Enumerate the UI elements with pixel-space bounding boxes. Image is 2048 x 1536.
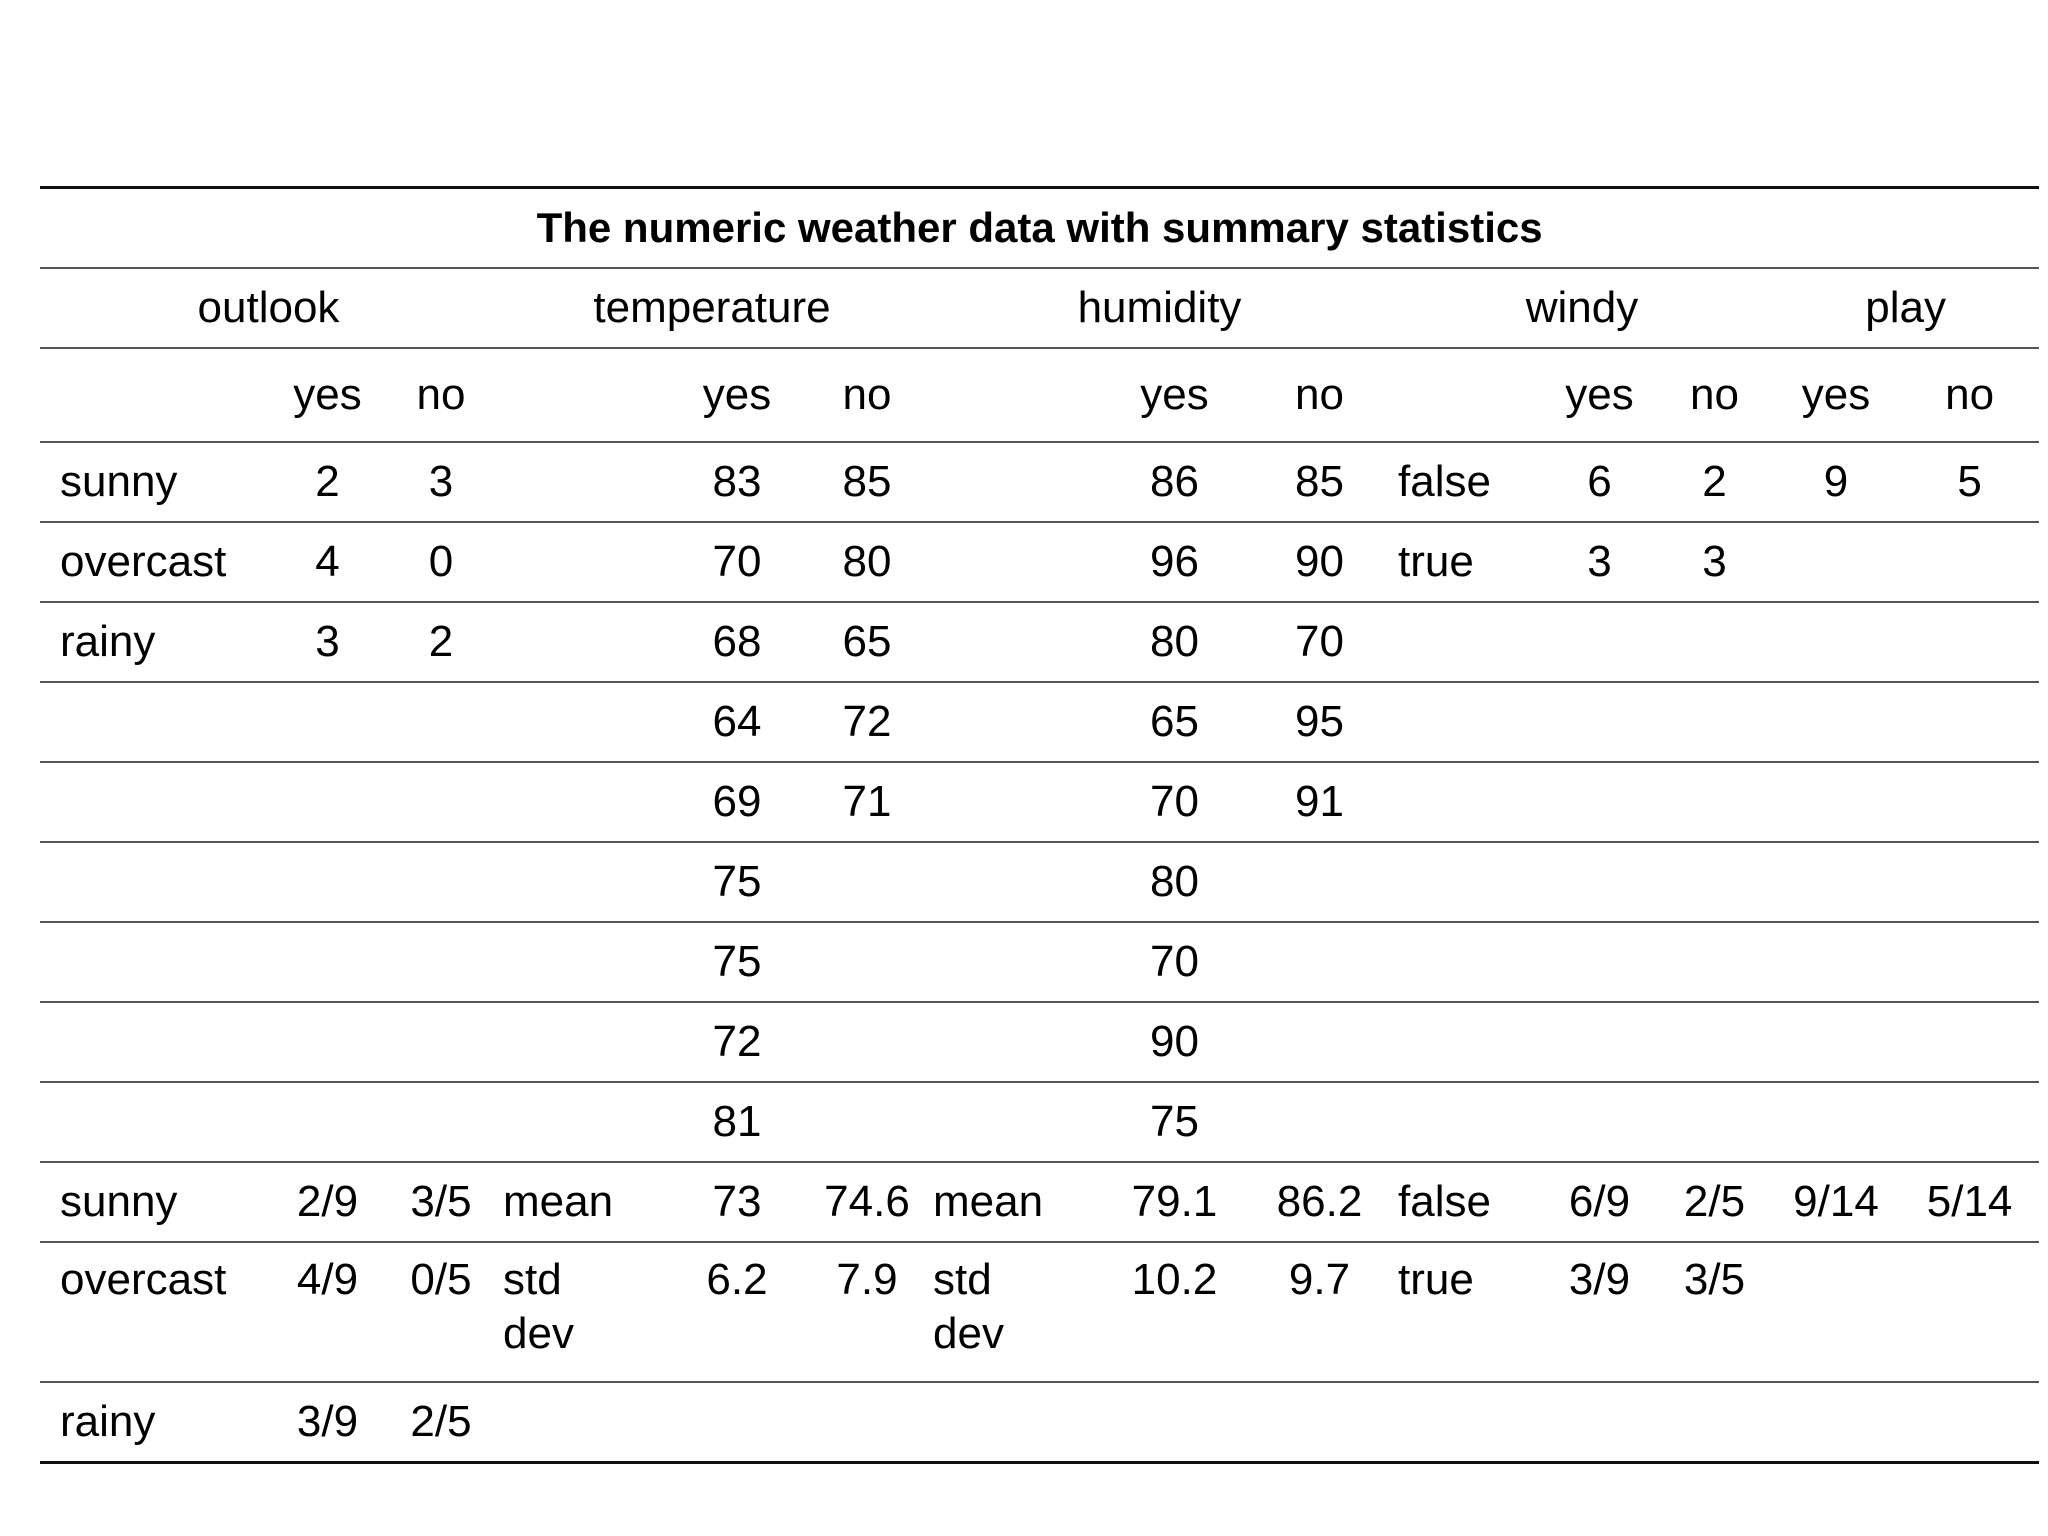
play-no-fraction: 5/14 xyxy=(1900,1162,2039,1242)
table-row xyxy=(40,1082,2039,1162)
empty-cell xyxy=(497,1002,667,1082)
table-row xyxy=(40,1002,2039,1082)
empty-cell xyxy=(1392,348,1542,442)
windy-yes-fraction: 3/9 xyxy=(1542,1242,1657,1382)
play-yes-fraction: 9/14 xyxy=(1772,1162,1900,1242)
subheader-temperature-yes: yes xyxy=(667,348,807,442)
empty-cell xyxy=(1772,602,1900,682)
empty-cell xyxy=(497,762,667,842)
empty-cell xyxy=(807,1082,927,1162)
empty-cell xyxy=(40,842,270,922)
empty-cell xyxy=(40,348,270,442)
temperature-yes-value: 75 xyxy=(667,922,807,1002)
outlook-yes-fraction: 4/9 xyxy=(270,1242,385,1382)
sub-header-row xyxy=(40,348,2039,442)
empty-cell xyxy=(1657,922,1772,1002)
summary-row xyxy=(40,1242,2039,1382)
empty-cell xyxy=(497,522,667,602)
empty-cell xyxy=(1900,1082,2039,1162)
humidity-no-value: 91 xyxy=(1247,762,1392,842)
empty-cell xyxy=(807,842,927,922)
weather-summary-table xyxy=(40,186,2039,1464)
empty-cell xyxy=(1900,842,2039,922)
windy-no-count: 2 xyxy=(1657,442,1772,522)
humidity-yes-value: 70 xyxy=(1102,762,1247,842)
outlook-yes-count: 4 xyxy=(270,522,385,602)
empty-cell xyxy=(497,922,667,1002)
empty-cell xyxy=(385,922,497,1002)
empty-cell xyxy=(385,1002,497,1082)
subheader-humidity-no: no xyxy=(1247,348,1392,442)
humidity-yes-value: 75 xyxy=(1102,1082,1247,1162)
empty-cell xyxy=(40,1082,270,1162)
empty-cell xyxy=(497,1082,667,1162)
empty-cell xyxy=(1392,1002,1542,1082)
humidity-no-value: 85 xyxy=(1247,442,1392,522)
empty-cell xyxy=(270,922,385,1002)
empty-cell xyxy=(1657,1082,1772,1162)
empty-cell xyxy=(40,762,270,842)
empty-cell xyxy=(1900,922,2039,1002)
empty-cell xyxy=(1900,762,2039,842)
temperature-no-value: 85 xyxy=(807,442,927,522)
empty-cell xyxy=(1900,682,2039,762)
empty-cell xyxy=(1542,602,1657,682)
humidity-mean-label: mean xyxy=(927,1162,1102,1242)
empty-cell xyxy=(1900,1382,2039,1463)
empty-cell xyxy=(927,682,1102,762)
empty-cell xyxy=(1392,682,1542,762)
empty-cell xyxy=(385,762,497,842)
humidity-no-value: 70 xyxy=(1247,602,1392,682)
empty-cell xyxy=(270,1082,385,1162)
empty-cell xyxy=(927,1082,1102,1162)
empty-cell xyxy=(807,922,927,1002)
windy-label: true xyxy=(1392,522,1542,602)
empty-cell xyxy=(497,682,667,762)
humidity-yes-value: 90 xyxy=(1102,1002,1247,1082)
empty-cell xyxy=(1247,842,1392,922)
weather-summary-table-container xyxy=(40,186,2039,1464)
empty-cell xyxy=(1657,1382,1772,1463)
summary-row xyxy=(40,1162,2039,1242)
outlook-no-count: 2 xyxy=(385,602,497,682)
empty-cell xyxy=(1900,522,2039,602)
table-row xyxy=(40,442,2039,522)
empty-cell xyxy=(927,1382,1102,1463)
temperature-no-value: 72 xyxy=(807,682,927,762)
subheader-outlook-no: no xyxy=(385,348,497,442)
empty-cell xyxy=(927,922,1102,1002)
subheader-humidity-yes: yes xyxy=(1102,348,1247,442)
empty-cell xyxy=(270,762,385,842)
table-row xyxy=(40,762,2039,842)
empty-cell xyxy=(1772,762,1900,842)
empty-cell xyxy=(1247,922,1392,1002)
outlook-label: rainy xyxy=(40,1382,270,1463)
outlook-yes-fraction: 2/9 xyxy=(270,1162,385,1242)
humidity-yes-value: 96 xyxy=(1102,522,1247,602)
empty-cell xyxy=(1772,1382,1900,1463)
table-row xyxy=(40,602,2039,682)
outlook-yes-count: 3 xyxy=(270,602,385,682)
empty-cell xyxy=(1392,842,1542,922)
empty-cell xyxy=(1657,682,1772,762)
empty-cell xyxy=(1542,682,1657,762)
header-temperature: temperature xyxy=(497,268,927,348)
temperature-yes-value: 81 xyxy=(667,1082,807,1162)
std-label-line-1: std xyxy=(503,1255,562,1304)
empty-cell xyxy=(1657,1002,1772,1082)
outlook-label: rainy xyxy=(40,602,270,682)
empty-cell xyxy=(1772,682,1900,762)
outlook-label: sunny xyxy=(40,442,270,522)
empty-cell xyxy=(1247,1082,1392,1162)
play-no-count: 5 xyxy=(1900,442,2039,522)
empty-cell xyxy=(1772,522,1900,602)
empty-cell xyxy=(40,922,270,1002)
empty-cell xyxy=(927,442,1102,522)
empty-cell xyxy=(1542,1382,1657,1463)
humidity-mean-no: 86.2 xyxy=(1247,1162,1392,1242)
empty-cell xyxy=(497,1382,667,1463)
empty-cell xyxy=(1900,1242,2039,1382)
humidity-yes-value: 80 xyxy=(1102,842,1247,922)
humidity-mean-yes: 79.1 xyxy=(1102,1162,1247,1242)
temperature-mean-label: mean xyxy=(497,1162,667,1242)
subheader-play-yes: yes xyxy=(1772,348,1900,442)
header-outlook: outlook xyxy=(40,268,497,348)
temperature-no-value: 71 xyxy=(807,762,927,842)
outlook-no-count: 0 xyxy=(385,522,497,602)
play-yes-count: 9 xyxy=(1772,442,1900,522)
header-humidity: humidity xyxy=(927,268,1392,348)
humidity-std-dev-label xyxy=(927,1242,1102,1382)
outlook-no-fraction: 2/5 xyxy=(385,1382,497,1463)
outlook-label: overcast xyxy=(40,1242,270,1382)
empty-cell xyxy=(270,1002,385,1082)
windy-no-fraction: 3/5 xyxy=(1657,1242,1772,1382)
table-row xyxy=(40,522,2039,602)
temperature-yes-value: 72 xyxy=(667,1002,807,1082)
subheader-windy-yes: yes xyxy=(1542,348,1657,442)
empty-cell xyxy=(385,682,497,762)
empty-cell xyxy=(1542,842,1657,922)
empty-cell xyxy=(1102,1382,1247,1463)
empty-cell xyxy=(497,442,667,522)
windy-label: false xyxy=(1392,442,1542,522)
outlook-label: overcast xyxy=(40,522,270,602)
temperature-std-yes: 6.2 xyxy=(667,1242,807,1382)
title-row xyxy=(40,188,2039,269)
temperature-yes-value: 75 xyxy=(667,842,807,922)
empty-cell xyxy=(270,682,385,762)
subheader-temperature-no: no xyxy=(807,348,927,442)
empty-cell xyxy=(807,1382,927,1463)
windy-no-fraction: 2/5 xyxy=(1657,1162,1772,1242)
windy-label: true xyxy=(1392,1242,1542,1382)
empty-cell xyxy=(1392,1082,1542,1162)
empty-cell xyxy=(1392,922,1542,1002)
empty-cell xyxy=(927,1002,1102,1082)
outlook-no-fraction: 3/5 xyxy=(385,1162,497,1242)
table-row xyxy=(40,682,2039,762)
empty-cell xyxy=(1900,602,2039,682)
subheader-play-no: no xyxy=(1900,348,2039,442)
outlook-yes-count: 2 xyxy=(270,442,385,522)
temperature-yes-value: 69 xyxy=(667,762,807,842)
empty-cell xyxy=(1772,1242,1900,1382)
empty-cell xyxy=(1542,922,1657,1002)
empty-cell xyxy=(927,522,1102,602)
temperature-yes-value: 70 xyxy=(667,522,807,602)
humidity-yes-value: 70 xyxy=(1102,922,1247,1002)
humidity-yes-value: 65 xyxy=(1102,682,1247,762)
header-windy: windy xyxy=(1392,268,1772,348)
empty-cell xyxy=(1772,922,1900,1002)
windy-no-count: 3 xyxy=(1657,522,1772,602)
empty-cell xyxy=(927,762,1102,842)
empty-cell xyxy=(1657,842,1772,922)
windy-yes-count: 6 xyxy=(1542,442,1657,522)
empty-cell xyxy=(40,1002,270,1082)
empty-cell xyxy=(497,842,667,922)
empty-cell xyxy=(497,348,667,442)
empty-cell xyxy=(1392,1382,1542,1463)
empty-cell xyxy=(1900,1002,2039,1082)
empty-cell xyxy=(667,1382,807,1463)
empty-cell xyxy=(1657,602,1772,682)
subheader-outlook-yes: yes xyxy=(270,348,385,442)
header-play: play xyxy=(1772,268,2039,348)
outlook-label: sunny xyxy=(40,1162,270,1242)
temperature-no-value: 65 xyxy=(807,602,927,682)
temperature-mean-yes: 73 xyxy=(667,1162,807,1242)
subheader-windy-no: no xyxy=(1657,348,1772,442)
empty-cell xyxy=(40,682,270,762)
empty-cell xyxy=(1247,1382,1392,1463)
empty-cell xyxy=(927,602,1102,682)
humidity-no-value: 95 xyxy=(1247,682,1392,762)
empty-cell xyxy=(1542,1002,1657,1082)
temperature-yes-value: 83 xyxy=(667,442,807,522)
temperature-yes-value: 64 xyxy=(667,682,807,762)
temperature-std-no: 7.9 xyxy=(807,1242,927,1382)
temperature-std-dev-label xyxy=(497,1242,667,1382)
empty-cell xyxy=(1542,1082,1657,1162)
humidity-yes-value: 80 xyxy=(1102,602,1247,682)
empty-cell xyxy=(807,1002,927,1082)
summary-row xyxy=(40,1382,2039,1463)
empty-cell xyxy=(1392,602,1542,682)
empty-cell xyxy=(1772,1002,1900,1082)
outlook-no-fraction: 0/5 xyxy=(385,1242,497,1382)
empty-cell xyxy=(1392,762,1542,842)
table-row xyxy=(40,842,2039,922)
std-label-line-2: dev xyxy=(503,1309,574,1358)
empty-cell xyxy=(385,1082,497,1162)
empty-cell xyxy=(1657,762,1772,842)
std-label-line-1: std xyxy=(933,1255,992,1304)
table-title: The numeric weather data with summary statistics xyxy=(40,188,2039,269)
outlook-no-count: 3 xyxy=(385,442,497,522)
temperature-yes-value: 68 xyxy=(667,602,807,682)
empty-cell xyxy=(270,842,385,922)
windy-yes-count: 3 xyxy=(1542,522,1657,602)
humidity-std-no: 9.7 xyxy=(1247,1242,1392,1382)
temperature-mean-no: 74.6 xyxy=(807,1162,927,1242)
windy-label: false xyxy=(1392,1162,1542,1242)
humidity-yes-value: 86 xyxy=(1102,442,1247,522)
humidity-std-yes: 10.2 xyxy=(1102,1242,1247,1382)
empty-cell xyxy=(1542,762,1657,842)
empty-cell xyxy=(1247,1002,1392,1082)
humidity-no-value: 90 xyxy=(1247,522,1392,602)
temperature-no-value: 80 xyxy=(807,522,927,602)
empty-cell xyxy=(497,602,667,682)
attribute-header-row xyxy=(40,268,2039,348)
windy-yes-fraction: 6/9 xyxy=(1542,1162,1657,1242)
empty-cell xyxy=(1772,1082,1900,1162)
std-label-line-2: dev xyxy=(933,1309,1004,1358)
empty-cell xyxy=(385,842,497,922)
outlook-yes-fraction: 3/9 xyxy=(270,1382,385,1463)
empty-cell xyxy=(927,348,1102,442)
empty-cell xyxy=(1772,842,1900,922)
table-row xyxy=(40,922,2039,1002)
empty-cell xyxy=(927,842,1102,922)
